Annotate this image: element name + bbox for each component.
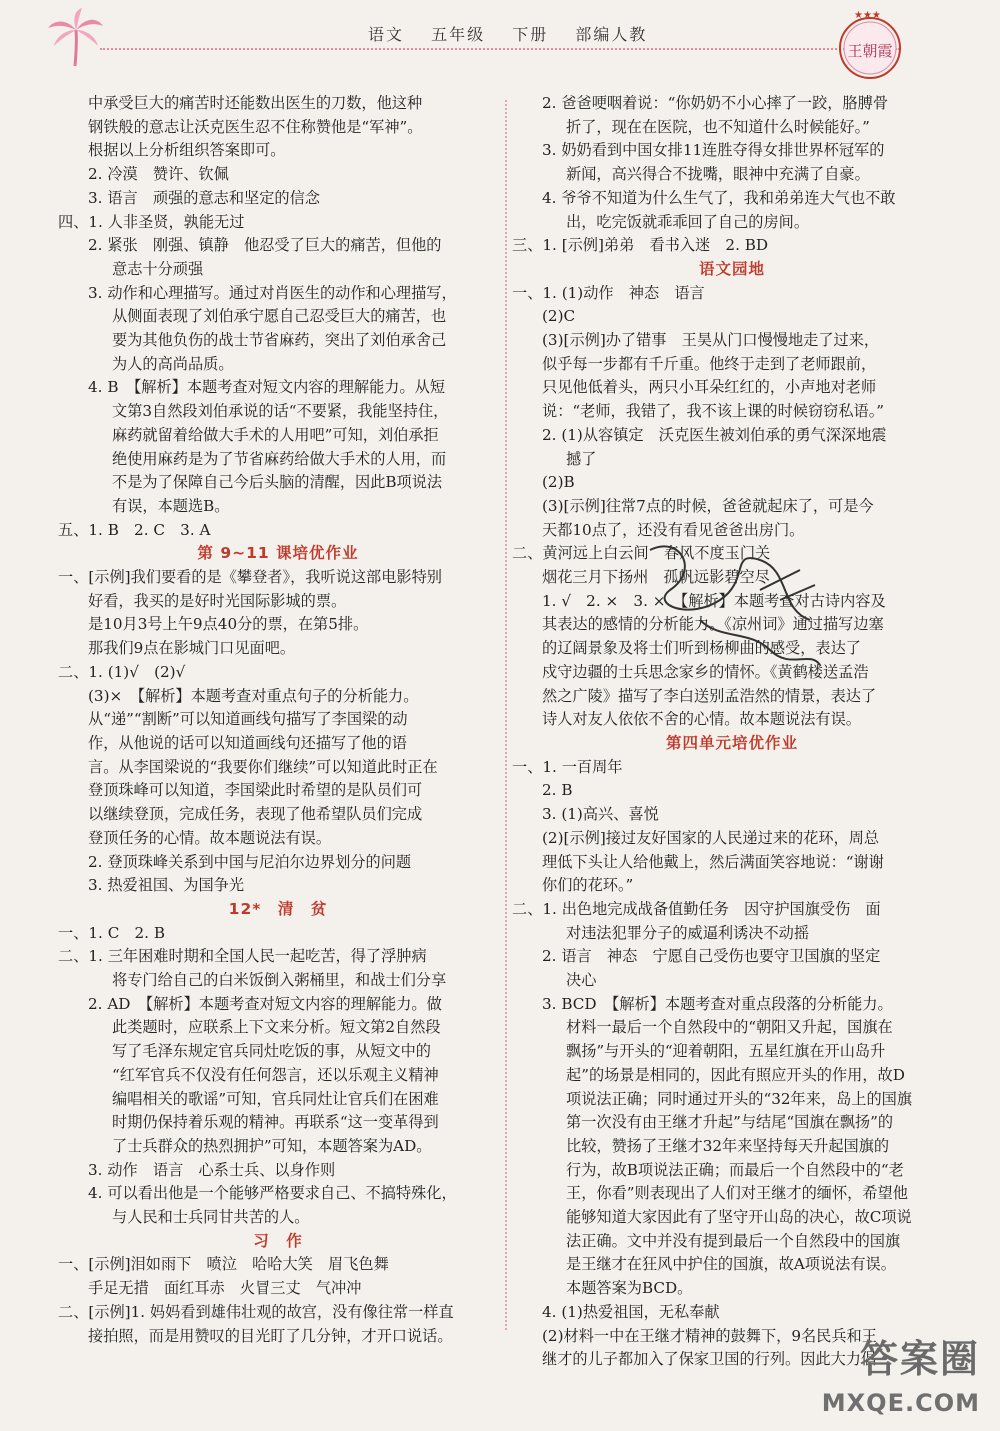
answer-line: 以继续登顶，完成任务，表现了他希望队员们完成 <box>88 805 423 824</box>
answer-line: 从侧面表现了刘伯承宁愿自己忍受巨大的痛苦，也 <box>112 307 447 326</box>
answer-line: (2)C <box>542 307 576 326</box>
section-heading: 语文园地 <box>698 259 765 278</box>
page-header <box>0 0 1000 80</box>
answer-line: 你们的花环。” <box>542 876 634 895</box>
answer-line: 手足无措 面红耳赤 火冒三丈 气冲冲 <box>88 1279 362 1298</box>
answer-line: 4. 爷爷不知道为什么生气了，我和弟弟连大气也不敢 <box>542 188 896 207</box>
answer-line: (2)材料一中在王继才精神的鼓舞下，9名民兵和王 <box>542 1326 877 1345</box>
answer-line: 项说法正确；同时通过开头的“32年来，岛上的国旗 <box>566 1089 913 1108</box>
header-divider <box>100 48 900 50</box>
answer-line: (3)[示例]往常7点的时候，爸爸就起床了，可是今 <box>542 496 874 515</box>
column-divider <box>505 100 507 1330</box>
answer-line: 2. 爸爸哽咽着说：“你奶奶不小心摔了一跤，胳膊骨 <box>542 94 889 112</box>
answer-line: 2. (1)从容镇定 沃克医生被刘伯承的勇气深深地震 <box>542 425 887 444</box>
answer-line: 行为，故B项说法正确；而最后一个自然段中的“老 <box>566 1160 904 1179</box>
answer-line: 起”的场景是相同的，因此有照应开头的作用，故D <box>566 1065 905 1084</box>
answer-line: 是王继才在狂风中护住的国旗，故A项说法有误。 <box>566 1255 896 1274</box>
answer-line: 登顶珠峰可以知道，李国梁此时希望的是队员们可 <box>88 781 423 800</box>
watermark-url: MXQE.COM <box>821 1389 980 1417</box>
answer-line: 要为其他负伤的战士节省麻药，突出了刘伯承舍己 <box>112 331 447 350</box>
answer-line: 理低下头让人给他戴上，然后满面笑容地说：“谢谢 <box>542 852 884 871</box>
answer-line: 飘扬”与开头的“迎着朝阳，五星红旗在开山岛升 <box>566 1042 886 1061</box>
watermark-brand: 答案圈 <box>859 1337 980 1381</box>
answer-line: 然之广陵》描写了李白送别孟浩然的情景，表达了 <box>542 686 877 705</box>
answer-line: 2. B <box>542 781 573 800</box>
answer-line: 烟花三月下扬州 孤帆远影碧空尽 <box>542 568 770 587</box>
answer-line: 本题答案为BCD。 <box>566 1279 693 1298</box>
answer-line: 了士兵群众的热烈拥护”可知，本题答案为AD。 <box>112 1136 432 1155</box>
answer-line: (2)[示例]接过友好国家的人民递过来的花环，周总 <box>542 828 880 847</box>
answer-line: 说：“老师，我错了，我不该上课的时候窃窃私语。” <box>542 402 885 421</box>
answer-line: 对违法犯罪分子的威逼利诱决不动摇 <box>566 923 809 942</box>
answer-line: 麻药就留着给做大手术的人用吧”可知，刘伯承拒 <box>112 425 439 444</box>
answer-line: 绝使用麻药是为了节省麻药给做大手术的人用，而 <box>112 449 447 468</box>
answer-line: 二、[示例]1. 妈妈看到雄伟壮观的故宫，没有像往常一样直 <box>58 1302 454 1321</box>
answer-line: 的辽阔景象及将士们听到杨柳曲的感受，表达了 <box>542 639 861 658</box>
answer-line: 决心 <box>566 971 597 990</box>
answer-line: 钢铁般的意志让沃克医生忍不住称赞他是“军神”。 <box>88 117 423 136</box>
answer-line: “红军官兵不仅没有任何怨言，还以乐观主义精神 <box>112 1065 439 1084</box>
answer-line: 三、1. [示例]弟弟 看书入迷 2. BD <box>512 236 769 255</box>
left-column <box>58 92 498 1348</box>
answer-line: 中承受巨大的痛苦时还能数出医生的刀数，他这种 <box>88 94 423 112</box>
answer-line: 言。从李国梁说的“我要你们继续”可以知道此时正在 <box>88 757 438 776</box>
answer-line: 3. 奶奶看到中国女排11连胜夺得女排世界杯冠军的 <box>542 141 885 160</box>
handwritten-scribble <box>640 530 830 680</box>
answer-line: 其表达的感情的分析能力。《凉州词》通过描写边塞 <box>542 615 884 634</box>
answer-line: 意志十分顽强 <box>112 259 204 278</box>
answer-line: 继才的儿子都加入了保家卫国的行列。因此大力倡 <box>542 1350 877 1369</box>
brand-logo <box>830 8 910 80</box>
answer-line: 与人民和士兵同甘共苦的人。 <box>112 1208 310 1227</box>
answer-line: (2)B <box>542 473 575 492</box>
svg-text:★★★: ★★★ <box>854 10 881 21</box>
right-column <box>512 92 952 1372</box>
answer-line: 那我们9点在影城门口见面吧。 <box>88 639 296 658</box>
answer-line: 此类题时，应联系上下文来分析。短文第2自然段 <box>112 1018 441 1037</box>
answer-line: 天都10点了，还没有看见爸爸出房门。 <box>542 520 805 539</box>
answer-line: 3. 语言 顽强的意志和坚定的信念 <box>88 188 320 207</box>
answer-line: 二、黄河远上白云间 春风不度玉门关 <box>512 544 771 563</box>
answer-line: 接拍照，而是用赞叹的目光盯了几分钟，才开口说话。 <box>88 1326 453 1345</box>
answer-line: (3)× 【解析】本题考查对重点句子的分析能力。 <box>88 686 419 705</box>
section-heading: 第 9~11 课培优作业 <box>197 544 359 563</box>
answer-line: 编唱相关的歌谣”可知，官兵同灶让官兵们在困难 <box>112 1089 439 1108</box>
answer-line: 一、[示例]我们要看的是《攀登者》，我听说这部电影特别 <box>58 568 442 587</box>
answer-line: 时期仍保持着乐观的精神。再联系“这一变革得到 <box>112 1113 439 1132</box>
palm-tree-icon <box>46 8 104 68</box>
answer-line: 2. 语言 神态 宁愿自己受伤也要守卫国旗的坚定 <box>542 947 881 966</box>
answer-line: 将专门给自己的白米饭倒入粥桶里，和战士们分享 <box>112 971 447 990</box>
answer-line: 作，从他说的话可以知道画线句还描写了他的语 <box>88 733 407 752</box>
answer-line: 4. 可以看出他是一个能够严格要求自己、不搞特殊化， <box>88 1184 457 1203</box>
answer-line: 2. AD 【解析】本题考查对短文内容的理解能力。做 <box>88 994 442 1013</box>
answer-line: 材料一最后一个自然段中的“朝阳又升起，国旗在 <box>566 1018 893 1037</box>
answer-line: 3. 动作和心理描写。通过对肖医生的动作和心理描写， <box>88 283 457 302</box>
answer-line: 3. 热爱祖国、为国争光 <box>88 876 245 895</box>
answer-line: 3. BCD 【解析】本题考查对重点段落的分析能力。 <box>542 994 893 1013</box>
section-heading: 12* 清 贫 <box>228 899 328 918</box>
header-title <box>368 22 667 45</box>
answer-line: 戍守边疆的士兵思念家乡的情怀。《黄鹤楼送孟浩 <box>542 662 869 681</box>
answer-line: 一、1. C 2. B <box>58 923 165 942</box>
answer-line: 新闻，高兴得合不拢嘴，眼神中充满了自豪。 <box>566 165 870 184</box>
header-subject: 语文 <box>368 25 405 44</box>
answer-line: 二、1. (1)√ (2)√ <box>58 662 186 681</box>
answer-line: 似乎每一步都有千斤重。他终于走到了老师跟前， <box>542 354 877 373</box>
answer-line: 好看，我买的是好时光国际影城的票。 <box>88 591 347 610</box>
answer-line: 写了毛泽东规定官兵同灶吃饭的事，从短文中的 <box>112 1042 431 1061</box>
answer-line: 只见他低着头，两只小耳朵红红的，小声地对老师 <box>542 378 877 397</box>
answer-line: 四、1. 人非圣贤，孰能无过 <box>58 212 245 231</box>
answer-line: 文第3自然段刘伯承说的话“不要紧，我能坚持住， <box>112 402 449 421</box>
answer-line: 一、[示例]泪如雨下 喷泣 哈哈大笑 眉飞色舞 <box>58 1255 389 1274</box>
answer-line: 2. 登顶珠峰关系到中国与尼泊尔边界划分的问题 <box>88 852 412 871</box>
answer-line: 3. (1)高兴、喜悦 <box>542 805 659 824</box>
answer-line: 折了，现在在医院，也不知道什么时候能好。” <box>566 117 870 136</box>
section-heading: 第四单元培优作业 <box>665 733 798 752</box>
answer-line: 有误，本题选B。 <box>112 496 230 515</box>
answer-line: 王，你看”则表现出了人们对王继才的缅怀，希望他 <box>566 1184 908 1203</box>
header-edition: 部编人教 <box>575 25 648 44</box>
answer-line: 1. √ 2. × 3. × 【解析】本题考查对古诗内容及 <box>542 591 886 610</box>
answer-line: 出，吃完饭就乖乖回了自己的房间。 <box>566 212 809 231</box>
answer-line: 为人的高尚品质。 <box>112 354 234 373</box>
answer-line: 3. 动作 语言 心系士兵、以身作则 <box>88 1160 336 1179</box>
answer-line: 一、1. 一百周年 <box>512 757 623 776</box>
section-heading: 习 作 <box>253 1231 303 1250</box>
answer-line: 不是为了保障自己今后头脑的清醒，因此B项说法 <box>112 473 443 492</box>
answer-line: (3)[示例]办了错事 王昊从门口慢慢地走了过来， <box>542 331 880 350</box>
answer-line: 是10月3号上午9点40分的票，在第5排。 <box>88 615 369 634</box>
answer-line: 诗人对友人依依不舍的心情。故本题说法有误。 <box>542 710 861 729</box>
answer-line: 4. (1)热爱祖国，无私奉献 <box>542 1302 720 1321</box>
logo-text: 王朝霞 <box>847 42 893 60</box>
answer-line: 能够知道大家因此有了坚守开山岛的决心，故C项说 <box>566 1208 912 1227</box>
answer-line: 二、1. 出色地完成战备值勤任务 因守护国旗受伤 面 <box>512 899 881 918</box>
answer-line: 2. 冷漠 赞许、钦佩 <box>88 165 229 184</box>
answer-line: 比较，赞扬了王继才32年来坚持每天升起国旗的 <box>566 1136 890 1155</box>
answer-line: 登顶任务的心情。故本题说法有误。 <box>88 828 331 847</box>
header-volume: 下册 <box>512 25 549 44</box>
answer-line: 一、1. (1)动作 神态 语言 <box>512 283 705 302</box>
answer-line: 4. B 【解析】本题考查对短文内容的理解能力。从短 <box>88 378 446 397</box>
answer-line: 根据以上分析组织答案即可。 <box>88 141 286 160</box>
answer-line: 二、1. 三年困难时期和全国人民一起吃苦，得了浮肿病 <box>58 947 427 966</box>
header-grade: 五年级 <box>431 25 486 44</box>
answer-line: 从“递”“割断”可以知道画线句描写了李国梁的动 <box>88 710 408 729</box>
answer-line: 第一次没有由王继才升起”与结尾“国旗在飘扬”的 <box>566 1113 894 1132</box>
answer-line: 撼了 <box>566 449 597 468</box>
answer-line: 法正确。文中并没有提到最后一个自然段中的国旗 <box>566 1231 901 1250</box>
answer-line: 2. 紧张 刚强、镇静 他忍受了巨大的痛苦，但他的 <box>88 236 442 255</box>
answer-line: 五、1. B 2. C 3. A <box>58 520 211 539</box>
